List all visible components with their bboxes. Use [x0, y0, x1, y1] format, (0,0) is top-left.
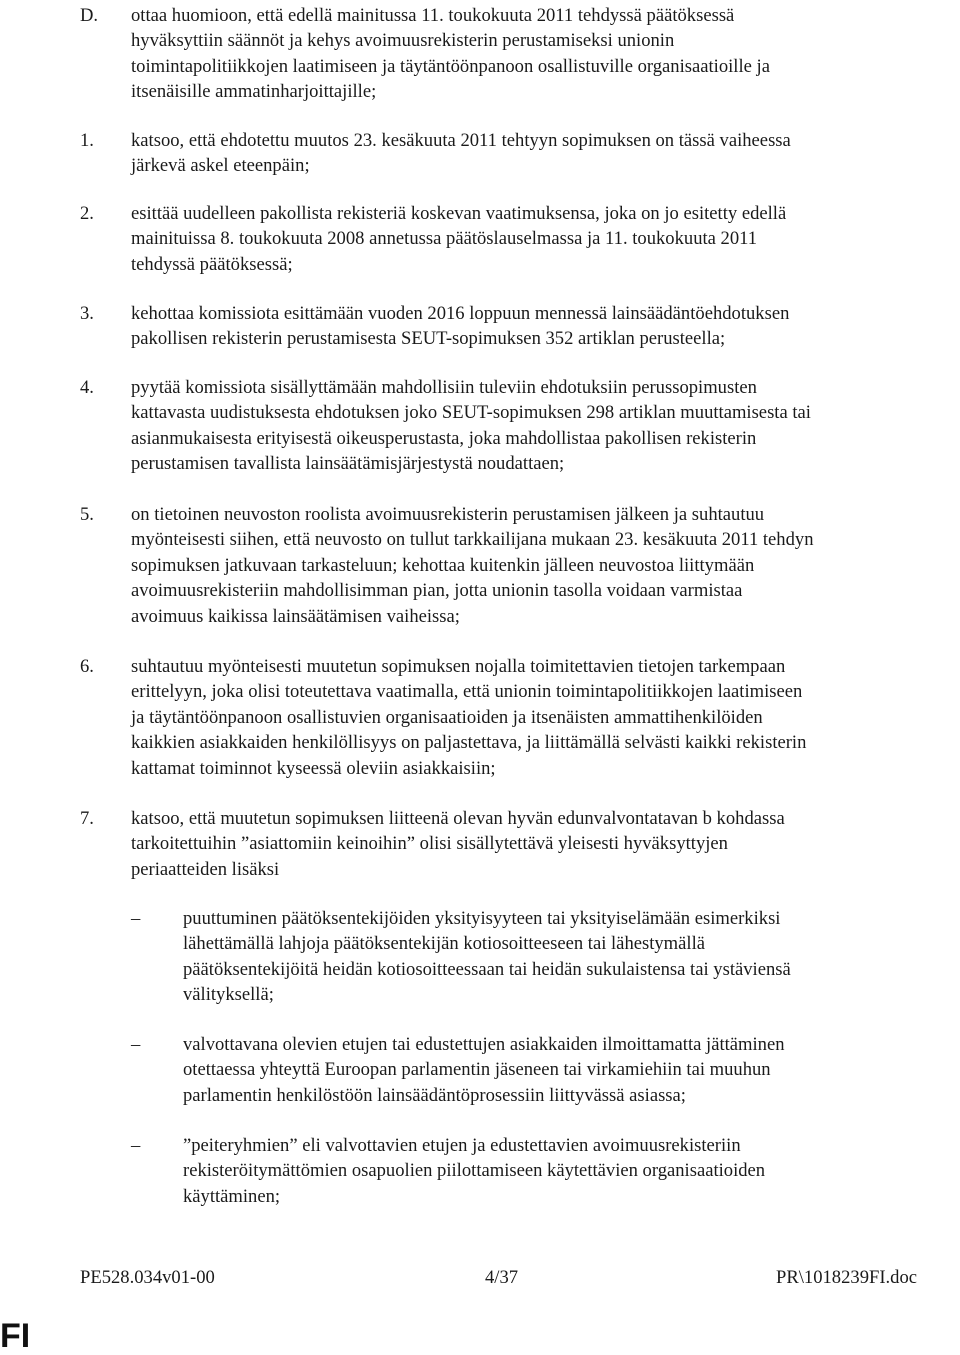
text-line: asianmukaisesta erityisestä oikeusperustasta, joka mahdollistaa pakollisen rekisterin [131, 427, 757, 449]
text-line: valvottavana olevien etujen tai edustettujen asiakkaiden ilmoittamatta jättäminen [183, 1034, 785, 1055]
dash-bullet: – [131, 908, 141, 929]
text-line: itsenäisille ammatinharjoittajille; [131, 81, 377, 103]
text-line: pakollisen rekisterin perustamisesta SEUT-sopimuksen 352 artiklan perusteella; [131, 328, 726, 350]
paragraph-number: 5. [80, 504, 94, 525]
paragraph-text [131, 654, 960, 781]
language-code: FI [0, 1317, 31, 1355]
paragraph-text [131, 201, 960, 277]
dash-list-text [183, 1032, 785, 1108]
footer-page-number: 4/37 [485, 1267, 519, 1288]
text-line: käyttäminen; [183, 1185, 281, 1207]
paragraph-text [131, 128, 960, 179]
paragraph-text [131, 3, 960, 105]
text-line: erittelyyn, joka olisi toteutettava vaatimalla, että unionin toimintapolitiikkojen laatimiseen [131, 681, 803, 703]
text-line: kaikkien asiakkaiden henkilöllisyys on paljastettava, ja liittämällä selvästi kaikki rekisterin [131, 732, 807, 754]
text-line: toimintapolitiikkojen laatimiseen ja täytäntöönpanoon osallistuville organisaatioille ja [131, 55, 770, 77]
footer-file-name: PR\1018239FI.doc [776, 1267, 918, 1288]
text-line: tehdyssä päätöksessä; [131, 253, 293, 275]
text-line: järkevä askel eteenpäin; [131, 155, 310, 177]
dash-bullet: – [131, 1034, 141, 1055]
text-line: pyytää komissiota sisällyttämään mahdollisiin tuleviin ehdotuksiin perussopimusten [131, 377, 757, 398]
text-line: perustamisen tavallista lainsäätämisjärjestystä noudattaen; [131, 453, 565, 475]
paragraph-text [131, 301, 960, 352]
text-line: parlamentin henkilöstöön lainsäädäntöprosessiin liittyvässä asiassa; [183, 1084, 686, 1106]
paragraph-number: 2. [80, 203, 94, 224]
text-line: esittää uudelleen pakollista rekisteriä koskevan vaatimuksensa, joka on jo esitetty edellä [131, 203, 787, 224]
text-line: sopimuksen jatkuvaan tarkasteluun; kehottaa kuitenkin jälleen neuvostoa liittymään [131, 554, 755, 576]
text-line: ja täytäntöönpanoon osallistuvien organisaatioiden ja itsenäisten ammattihenkilöiden [131, 706, 763, 728]
paragraph-text [131, 502, 960, 629]
text-line: avoimuusrekisteriin mahdollisimman pian, jotta unionin tasolla voidaan varmistaa [131, 580, 743, 602]
text-line: periaatteiden lisäksi [131, 858, 280, 880]
text-line: myönteisesti siihen, että neuvosto on tullut tarkkailijana mukaan 23. kesäkuuta 2011 tehdyn [131, 529, 814, 551]
dash-list-text [183, 906, 791, 1008]
paragraph-text [131, 806, 960, 882]
text-line: hyväksyttiin säännöt ja kehys avoimuusrekisterin perustamiseksi unionin [131, 30, 675, 52]
paragraph-text [131, 375, 960, 477]
paragraph-number: 1. [80, 130, 94, 151]
dash-bullet: – [131, 1135, 141, 1156]
text-line: puuttuminen päätöksentekijöiden yksityisyyteen tai yksityiselämään esimerkiksi [183, 908, 781, 929]
text-line: tarkoitettuihin ”asiattomiin keinoihin” olisi sisällytettävä yleisesti hyväksyttyjen [131, 833, 728, 855]
text-line: suhtautuu myönteisesti muutetun sopimuksen nojalla toimitettavien tietojen tarkempaan [131, 656, 786, 677]
paragraph-number: 6. [80, 656, 94, 677]
text-line: lähettämällä lahjoja päätöksentekijän kotiosoitteeseen tai lähestymällä [183, 933, 705, 955]
text-line: kehottaa komissiota esittämään vuoden 2016 loppuun mennessä lainsäädäntöehdotuksen [131, 303, 790, 324]
paragraph-number: 4. [80, 377, 94, 398]
dash-list-text [183, 1133, 765, 1209]
text-line: mainituissa 8. toukokuuta 2008 annetussa päätöslauselmassa ja 11. toukokuuta 2011 [131, 228, 758, 250]
text-line: välityksellä; [183, 984, 274, 1006]
text-line: kattamat toiminnot kyseessä oleviin asiakkaisiin; [131, 757, 496, 779]
text-line: katsoo, että ehdotettu muutos 23. kesäkuuta 2011 tehtyyn sopimuksen on tässä vaiheessa [131, 130, 791, 151]
footer-doc-reference: PE528.034v01-00 [80, 1267, 215, 1288]
paragraph-number: 7. [80, 808, 94, 829]
text-line: ottaa huomioon, että edellä mainitussa 11. toukokuuta 2011 tehdyssä päätöksessä [131, 5, 735, 26]
text-line: otettaessa yhteyttä Euroopan parlamentin jäseneen tai virkamiehiin tai muuhun [183, 1059, 771, 1081]
text-line: päätöksentekijöitä heidän kotiosoitteessaan tai heidän sukulaistensa tai ystäviensä [183, 958, 791, 980]
page-footer [0, 1265, 960, 1291]
text-line: avoimuus kaikissa lainsäätämisen vaiheissa; [131, 605, 460, 627]
text-line: katsoo, että muutetun sopimuksen liitteenä olevan hyvän edunvalvontatavan b kohdassa [131, 808, 785, 829]
paragraph-number: D. [80, 5, 99, 26]
text-line: rekisteröitymättömien osapuolien piilottamiseen käytettävien organisaatioiden [183, 1160, 766, 1182]
paragraph-number: 3. [80, 303, 94, 324]
text-line: on tietoinen neuvoston roolista avoimuusrekisterin perustamisen jälkeen ja suhtautuu [131, 504, 765, 525]
text-line: ”peiteryhmien” eli valvottavien etujen ja edustettavien avoimuusrekisteriin [183, 1135, 741, 1156]
text-line: kattavasta uudistuksesta ehdotuksen joko SEUT-sopimuksen 298 artiklan muuttamisesta tai [131, 402, 811, 424]
